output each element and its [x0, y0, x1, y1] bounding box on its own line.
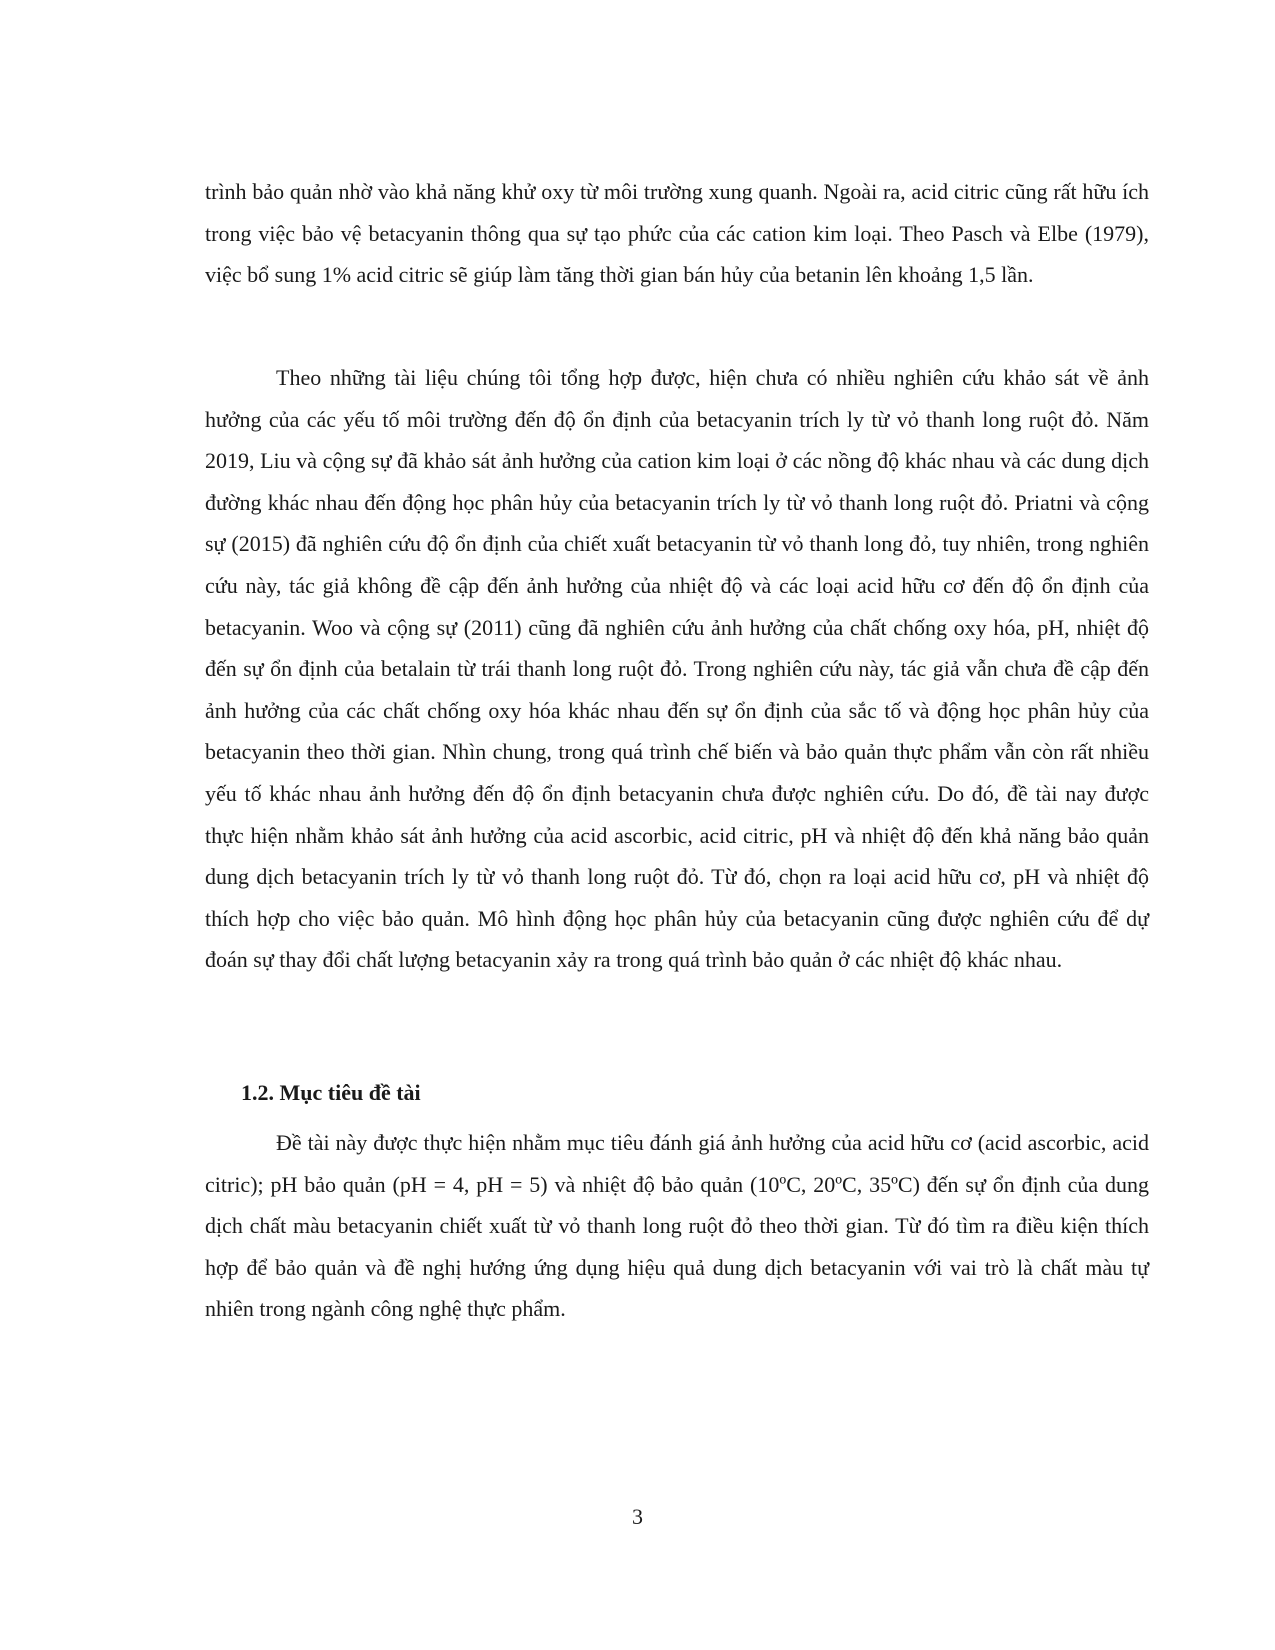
section-heading: 1.2. Mục tiêu đề tài — [241, 1080, 421, 1105]
page-number: 3 — [632, 1504, 643, 1529]
paragraph-continuation: trình bảo quản nhờ vào khả năng khử oxy từ môi trường xung quanh. Ngoài ra, acid citric cũng rất hữu ích trong việc bảo vệ betacyanin thông qua sự tạo phức của các cation kim loại. Theo Pasch và Elbe (1979), việc bổ sung 1% acid citric sẽ giúp làm tăng thời gian bán hủy của betanin lên khoảng 1,5 lần. — [205, 179, 1149, 288]
paragraph-objectives: Đề tài này được thực hiện nhằm mục tiêu đánh giá ảnh hưởng của acid hữu cơ (acid ascorbic, acid citric); pH bảo quản (pH = 4, pH = 5) và nhiệt độ bảo quản (10ºC, 20ºC, 35ºC) đến sự ổn định của dung dịch chất màu betacyanin chiết xuất từ vỏ thanh long ruột đỏ theo thời gian. Từ đó tìm ra điều kiện thích hợp để bảo quản và đề nghị hướng ứng dụng hiệu quả dung dịch betacyanin với vai trò là chất màu tự nhiên trong ngành công nghệ thực phẩm. — [205, 1130, 1149, 1322]
paragraph-literature-review: Theo những tài liệu chúng tôi tổng hợp được, hiện chưa có nhiều nghiên cứu khảo sát về ảnh hưởng của các yếu tố môi trường đến độ ổn định của betacyanin trích ly từ vỏ thanh long ruột đỏ. Năm 2019, Liu và cộng sự đã khảo sát ảnh hưởng của cation kim loại ở các nồng độ khác nhau và các dung dịch đường khác nhau đến động học phân hủy của betacyanin trích ly từ vỏ thanh long ruột đỏ. Priatni và cộng sự (2015) đã nghiên cứu độ ổn định của chiết xuất betacyanin từ vỏ thanh long đỏ, tuy nhiên, trong nghiên cứu này, tác giả không đề cập đến ảnh hưởng của nhiệt độ và các loại acid hữu cơ đến độ ổn định của betacyanin. Woo và cộng sự (2011) cũng đã nghiên cứu ảnh hưởng của chất chống oxy hóa, pH, nhiệt độ đến sự ổn định của betalain từ trái thanh long ruột đỏ. Trong nghiên cứu này, tác giả vẫn chưa đề cập đến ảnh hưởng của các chất chống oxy hóa khác nhau đến sự ổn định của sắc tố và động học phân hủy của betacyanin theo thời gian. Nhìn chung, trong quá trình chế biến và bảo quản thực phẩm vẫn còn rất nhiều yếu tố khác nhau ảnh hưởng đến độ ổn định betacyanin chưa được nghiên cứu. Do đó, đề tài nay được thực hiện nhằm khảo sát ảnh hưởng của acid ascorbic, acid citric, pH và nhiệt độ đến khả năng bảo quản dung dịch betacyanin trích ly từ vỏ thanh long ruột đỏ. Từ đó, chọn ra loại acid hữu cơ, pH và nhiệt độ thích hợp cho việc bảo quản. Mô hình động học phân hủy của betacyanin cũng được nghiên cứu để dự đoán sự thay đổi chất lượng betacyanin xảy ra trong quá trình bảo quản ở các nhiệt độ khác nhau. — [205, 365, 1149, 973]
